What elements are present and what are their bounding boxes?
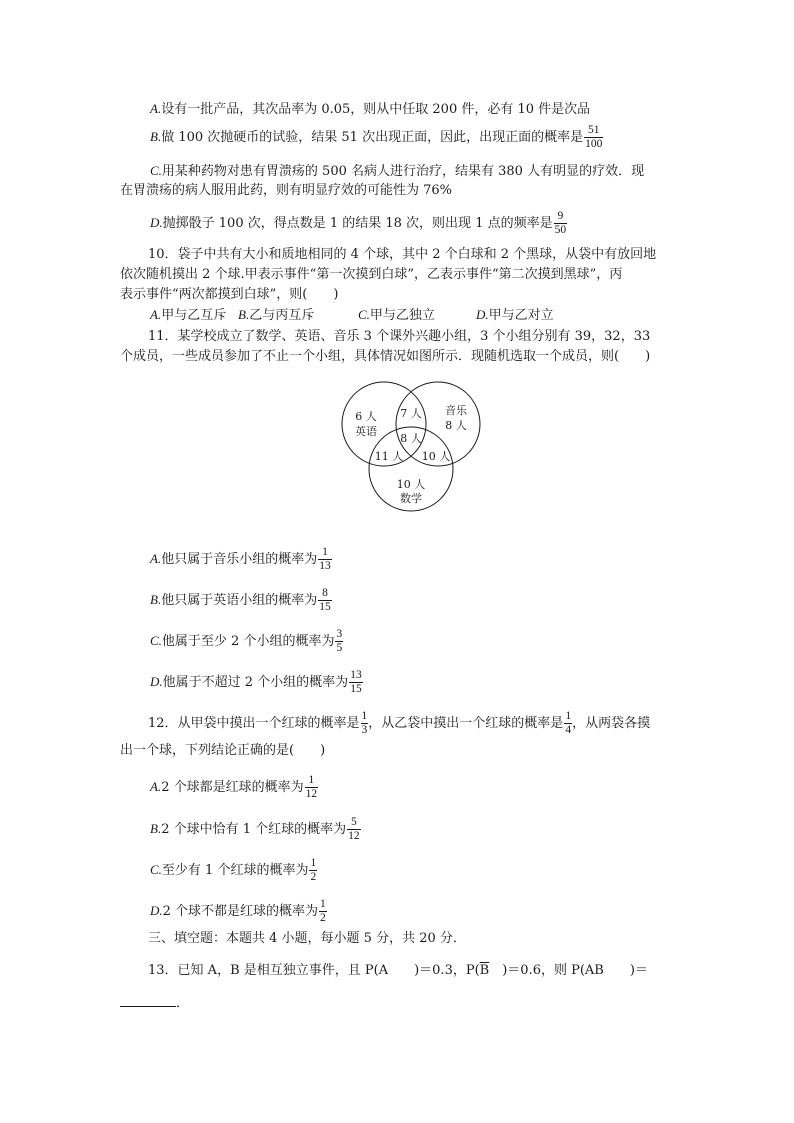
q12-option-b bbox=[150, 816, 361, 843]
q10-option-b bbox=[238, 306, 358, 325]
q10-option-c bbox=[358, 306, 476, 325]
fraction bbox=[584, 124, 603, 151]
q9-option-c-line1 bbox=[150, 162, 644, 181]
option-letter: A. bbox=[150, 307, 162, 322]
option-text: 甲与乙对立 bbox=[488, 308, 554, 323]
q10-line1: 10．袋子中共有大小和质地相同的 4 个球，其中 2 个白球和 2 个黑球，从袋中有放回地 bbox=[148, 247, 657, 262]
q10-option-a bbox=[150, 306, 238, 325]
english-music-count: 7 人 bbox=[400, 407, 422, 420]
option-letter: C. bbox=[150, 163, 162, 178]
numerator: 13 bbox=[350, 669, 362, 681]
option-letter: B. bbox=[150, 821, 162, 836]
q11-option-a bbox=[150, 546, 332, 573]
q10-option-d bbox=[476, 308, 554, 323]
music-label: 音乐 bbox=[445, 404, 467, 417]
numerator: 1 bbox=[322, 546, 328, 558]
fraction bbox=[318, 546, 332, 573]
q12-line2: 出一个球，下列结论正确的是( ) bbox=[120, 743, 326, 758]
q11-option-d bbox=[150, 669, 363, 696]
option-letter: D. bbox=[476, 307, 489, 322]
option-letter: A. bbox=[150, 101, 162, 116]
option-letter: C. bbox=[150, 633, 162, 648]
numerator: 1 bbox=[565, 710, 572, 722]
english-only-count: 6 人 bbox=[355, 410, 377, 423]
option-letter: D. bbox=[150, 903, 163, 918]
q11-line2: 个成员，一些成员参加了不止一个小组，具体情况如图所示．现随机选取一个成员，则( ) bbox=[120, 349, 651, 364]
fraction bbox=[564, 710, 572, 737]
option-text: 用某种药物对患有胃溃疡的 500 名病人进行治疗，结果有 380 人有明显的疗效．现 bbox=[161, 164, 645, 179]
fraction bbox=[305, 774, 319, 801]
denominator: 2 bbox=[320, 912, 326, 924]
denominator: 13 bbox=[319, 560, 331, 572]
numerator: 1 bbox=[320, 898, 326, 910]
q12-text-part3: ，从两袋各摸 bbox=[572, 716, 651, 731]
q12-line1 bbox=[148, 710, 650, 737]
denominator: 4 bbox=[565, 724, 572, 736]
option-text: 做 100 次抛硬币的试验，结果 51 次出现正面，因此，出现正面的概率是 bbox=[161, 130, 584, 145]
option-text: 2 个球不都是红球的概率为 bbox=[162, 904, 319, 919]
option-text: 至少有 1 个红球的概率为 bbox=[161, 863, 309, 878]
denominator: 15 bbox=[350, 683, 362, 695]
fraction bbox=[318, 587, 332, 614]
q13-line1 bbox=[148, 962, 648, 980]
denominator: 100 bbox=[585, 138, 603, 150]
q12-text-part1: 12．从甲袋中摸出一个红球的概率是 bbox=[148, 716, 360, 731]
q13-end: ． bbox=[176, 996, 190, 1011]
option-letter: A. bbox=[150, 779, 162, 794]
denominator: 5 bbox=[336, 642, 343, 654]
math-only-count: 10 人 bbox=[396, 478, 426, 491]
numerator: 51 bbox=[587, 124, 600, 136]
english-math-count: 11 人 bbox=[374, 450, 404, 463]
fraction bbox=[335, 628, 343, 655]
option-text: 2 个球都是红球的概率为 bbox=[161, 780, 304, 795]
fraction bbox=[319, 898, 327, 925]
option-text: 抛掷骰子 100 次，得点数是 1 的结果 18 次，则出现 1 点的频率是 bbox=[162, 216, 553, 231]
q11-option-c bbox=[150, 628, 343, 655]
option-text: 他只属于英语小组的概率为 bbox=[161, 593, 318, 608]
q12-option-c bbox=[150, 857, 317, 884]
denominator: 12 bbox=[348, 830, 360, 842]
option-letter: B. bbox=[150, 592, 162, 607]
denominator: 2 bbox=[310, 871, 317, 883]
english-label: 英语 bbox=[355, 425, 377, 438]
fraction bbox=[347, 816, 361, 843]
music-math-count: 10 人 bbox=[421, 450, 451, 463]
q13-text-part2: )＝0.6，则 P(AB )＝ bbox=[489, 963, 648, 978]
fraction bbox=[554, 210, 568, 237]
option-text: 他属于至少 2 个小组的概率为 bbox=[161, 634, 335, 649]
option-letter: C. bbox=[150, 862, 162, 877]
option-letter: D. bbox=[150, 674, 163, 689]
q12-option-a bbox=[150, 774, 318, 801]
q13-line2 bbox=[120, 994, 189, 1013]
section-heading: 三、填空题：本题共 4 小题，每小题 5 分，共 20 分． bbox=[148, 931, 466, 946]
q12-text-part2: ，从乙袋中摸出一个红球的概率是 bbox=[368, 716, 564, 731]
denominator: 15 bbox=[319, 601, 331, 613]
numerator: 1 bbox=[308, 774, 315, 786]
denominator: 12 bbox=[305, 788, 318, 800]
q11-line1: 11．某学校成立了数学、英语、音乐 3 个课外兴趣小组，3 个小组分别有 39，32，33 bbox=[148, 329, 651, 344]
option-letter: A. bbox=[150, 551, 162, 566]
q9-option-b bbox=[150, 124, 603, 151]
complement-b: $\overline{B}$ bbox=[479, 963, 490, 978]
q10-line2: 依次随机摸出 2 个球.甲表示事件“第一次摸到白球”，乙表示事件“第二次摸到黑球”，丙 bbox=[120, 267, 623, 282]
numerator: 3 bbox=[336, 628, 343, 640]
fraction bbox=[309, 857, 317, 884]
option-letter: B. bbox=[150, 129, 162, 144]
q12-option-d bbox=[150, 898, 327, 925]
answer-blank[interactable] bbox=[120, 994, 176, 1007]
math-label: 数学 bbox=[400, 492, 422, 505]
q13-text-part1: 13．已知 A，B 是相互独立事件，且 P(A )＝0.3，P( bbox=[148, 963, 480, 978]
numerator: 8 bbox=[322, 587, 328, 599]
q10-options bbox=[150, 306, 554, 325]
all-three-count: 8 人 bbox=[400, 432, 422, 445]
option-text: 他属于不超过 2 个小组的概率为 bbox=[162, 675, 349, 690]
q11-option-b bbox=[150, 587, 332, 614]
option-letter: C. bbox=[358, 307, 370, 322]
q10-line3: 表示事件“两次都摸到白球”，则( ) bbox=[120, 287, 339, 302]
option-text: 甲与乙互斥 bbox=[161, 308, 227, 323]
venn-diagram bbox=[338, 380, 484, 512]
option-text: 乙与丙互斥 bbox=[249, 308, 315, 323]
option-text: 设有一批产品，其次品率为 0.05，则从中任取 200 件，必有 10 件是次品 bbox=[161, 102, 591, 117]
numerator: 5 bbox=[351, 816, 357, 828]
music-only-count: 8 人 bbox=[445, 419, 467, 432]
numerator: 9 bbox=[557, 210, 564, 222]
q9-option-c-line2: 在胃溃疡的病人服用此药，则有明显疗效的可能性为 76% bbox=[120, 183, 453, 198]
option-text: 他只属于音乐小组的概率为 bbox=[161, 552, 318, 567]
numerator: 1 bbox=[310, 857, 317, 869]
numerator: 1 bbox=[361, 710, 368, 722]
q9-option-a bbox=[150, 100, 590, 119]
option-text: 甲与乙独立 bbox=[369, 308, 435, 323]
option-letter: D. bbox=[150, 215, 163, 230]
fraction bbox=[349, 669, 363, 696]
option-letter: B. bbox=[238, 307, 250, 322]
denominator: 3 bbox=[361, 724, 368, 736]
q9-option-d bbox=[150, 210, 567, 237]
option-text: 2 个球中恰有 1 个红球的概率为 bbox=[161, 822, 347, 837]
denominator: 50 bbox=[554, 224, 567, 236]
